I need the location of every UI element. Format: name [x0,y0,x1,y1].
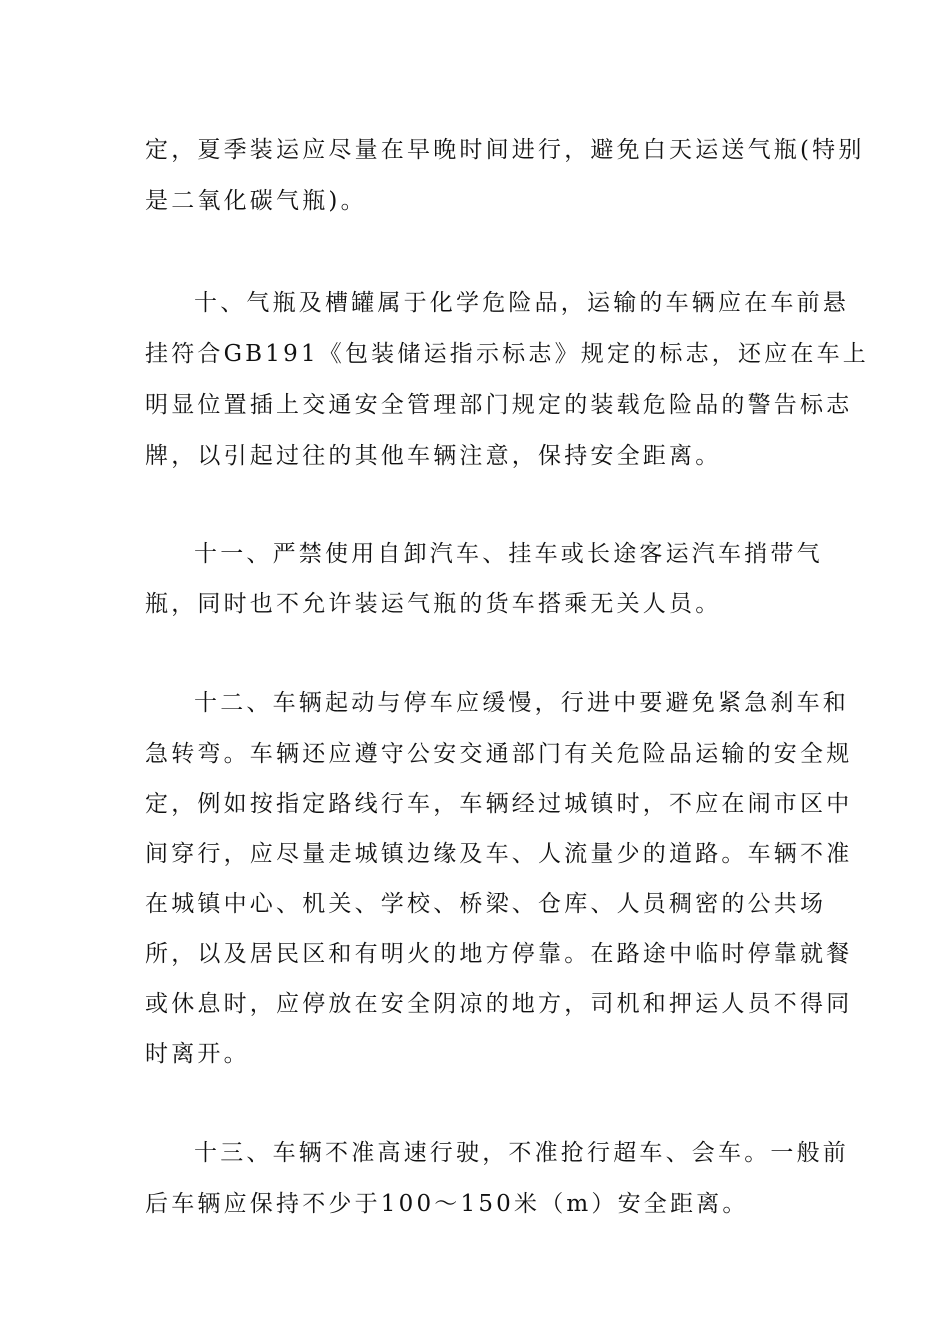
text-line: 定，例如按指定路线行车，车辆经过城镇时，不应在闹市区中 [145,791,853,817]
text-line: 定，夏季装运应尽量在早晚时间进行，避免白天运送气瓶(特别 [145,137,865,163]
text-line: 在城镇中心、机关、学校、桥梁、仓库、人员稠密的公共场 [145,891,827,917]
text-line: 牌，以引起过往的其他车辆注意，保持安全距离。 [145,443,722,469]
text-line: 十二、车辆起动与停车应缓慢，行进中要避免紧急刹车和 [194,690,849,716]
text-line: 瓶，同时也不允许装运气瓶的货车搭乘无关人员。 [145,591,722,617]
text-line: 十三、车辆不准高速行驶，不准抢行超车、会车。一般前 [194,1140,849,1166]
text-line: 十、气瓶及槽罐属于化学危险品，运输的车辆应在车前悬 [194,290,849,316]
text-line: 挂符合GB191《包装储运指示标志》规定的标志，还应在车上 [145,341,869,367]
text-line: 是二氧化碳气瓶)。 [145,188,367,214]
text-line: 明显位置插上交通安全管理部门规定的装载危险品的警告标志 [145,392,853,418]
text-line: 或休息时，应停放在安全阴凉的地方，司机和押运人员不得同 [145,991,853,1017]
text-line: 间穿行，应尽量走城镇边缘及车、人流量少的道路。车辆不准 [145,841,853,867]
text-line: 时离开。 [145,1041,250,1067]
text-line: 后车辆应保持不少于100～150米（m）安全距离。 [145,1191,749,1217]
text-line: 十一、严禁使用自卸汽车、挂车或长途客运汽车捎带气 [194,541,823,567]
text-line: 急转弯。车辆还应遵守公安交通部门有关危险品运输的安全规 [145,741,853,767]
text-line: 所，以及居民区和有明火的地方停靠。在路途中临时停靠就餐 [145,941,853,967]
